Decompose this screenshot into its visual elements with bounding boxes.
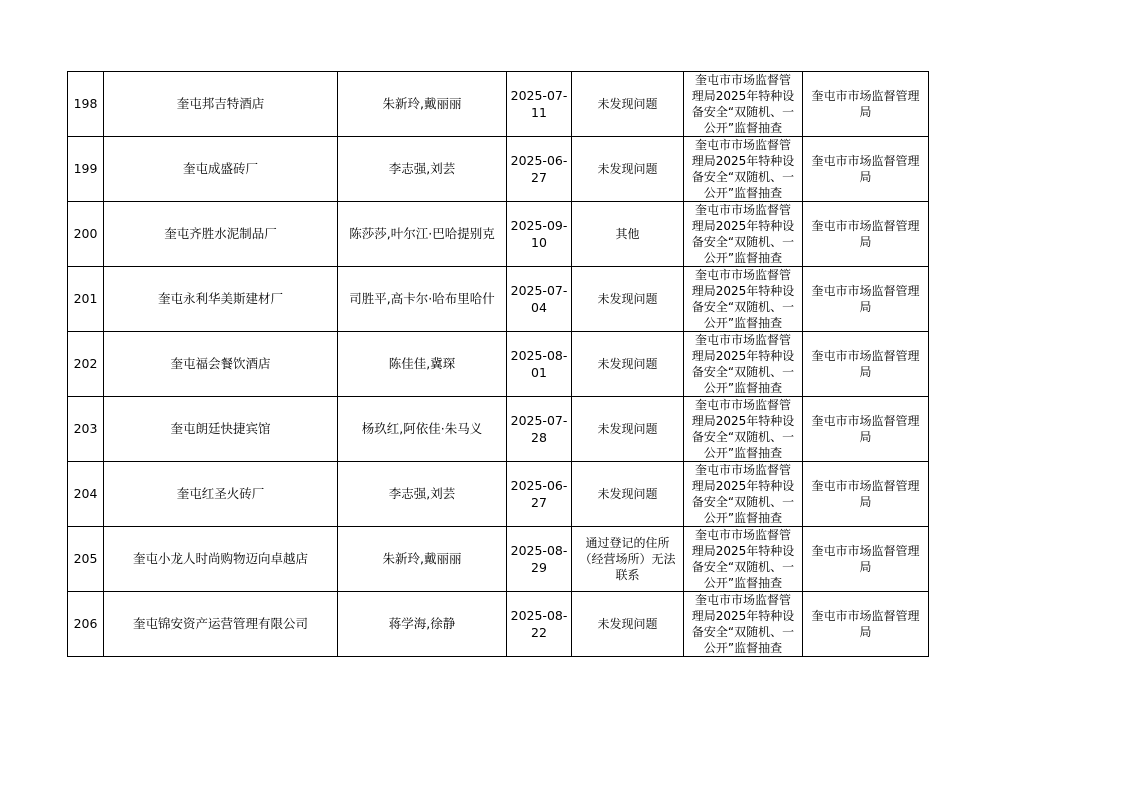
entity-name-cell: 奎屯朗廷快捷宾馆 — [104, 397, 338, 462]
row-number-cell: 205 — [68, 527, 104, 592]
inspection-task-cell — [684, 137, 803, 202]
task-line: 奎屯市市场监督管 — [694, 528, 791, 542]
inspection-date-cell — [507, 527, 572, 592]
task-line: 备安全“双随机、一 — [691, 625, 795, 639]
entity-name-cell: 奎屯红圣火砖厂 — [104, 462, 338, 527]
inspection-task-cell — [684, 592, 803, 657]
inspection-records-table — [67, 71, 929, 657]
inspection-task-cell — [684, 72, 803, 137]
date-line: 22 — [531, 625, 547, 640]
task-line: 公开”监督抽查 — [703, 641, 783, 655]
inspection-result-cell: 通过登记的住所（经营场所）无法联系 — [572, 527, 684, 592]
agency-line: 局 — [859, 235, 872, 249]
table-row — [68, 332, 929, 397]
agency-line: 局 — [859, 300, 872, 314]
table-row — [68, 527, 929, 592]
agency-line: 局 — [859, 430, 872, 444]
inspecting-agency-cell — [803, 462, 929, 527]
date-line: 28 — [531, 430, 547, 445]
inspecting-agency-cell — [803, 267, 929, 332]
inspection-result-cell: 未发现问题 — [572, 397, 684, 462]
agency-line: 奎屯市市场监督管理 — [811, 89, 920, 103]
task-line: 理局2025年特种设 — [691, 479, 795, 493]
entity-name-cell: 奎屯成盛砖厂 — [104, 137, 338, 202]
inspecting-agency-cell — [803, 72, 929, 137]
inspecting-agency-cell — [803, 137, 929, 202]
date-line: 29 — [531, 560, 547, 575]
inspection-task-cell — [684, 202, 803, 267]
task-line: 备安全“双随机、一 — [691, 560, 795, 574]
inspectors-cell: 陈莎莎,叶尔江·巴哈提别克 — [338, 202, 507, 267]
date-line: 04 — [531, 300, 547, 315]
task-line: 奎屯市市场监督管 — [694, 333, 791, 347]
inspection-result-cell: 未发现问题 — [572, 137, 684, 202]
inspection-date-cell — [507, 267, 572, 332]
agency-line: 奎屯市市场监督管理 — [811, 609, 920, 623]
date-line: 01 — [531, 365, 547, 380]
inspection-date-cell — [507, 72, 572, 137]
date-line: 2025-06- — [510, 478, 568, 493]
entity-name-cell: 奎屯小龙人时尚购物迈向卓越店 — [104, 527, 338, 592]
inspectors-cell: 杨玖红,阿依佳·朱马义 — [338, 397, 507, 462]
task-line: 奎屯市市场监督管 — [694, 398, 791, 412]
agency-line: 局 — [859, 560, 872, 574]
inspection-date-cell — [507, 202, 572, 267]
task-line: 公开”监督抽查 — [703, 511, 783, 525]
inspecting-agency-cell — [803, 592, 929, 657]
entity-name-cell: 奎屯齐胜水泥制品厂 — [104, 202, 338, 267]
agency-line: 奎屯市市场监督管理 — [811, 154, 920, 168]
inspectors-cell: 李志强,刘芸 — [338, 137, 507, 202]
task-line: 理局2025年特种设 — [691, 414, 795, 428]
inspection-result-cell: 未发现问题 — [572, 267, 684, 332]
task-line: 理局2025年特种设 — [691, 544, 795, 558]
date-line: 2025-07- — [510, 283, 568, 298]
task-line: 公开”监督抽查 — [703, 186, 783, 200]
inspecting-agency-cell — [803, 397, 929, 462]
entity-name-cell: 奎屯永利华美斯建材厂 — [104, 267, 338, 332]
row-number-cell: 199 — [68, 137, 104, 202]
inspection-task-cell — [684, 527, 803, 592]
table-row — [68, 592, 929, 657]
table-row — [68, 462, 929, 527]
inspection-task-cell — [684, 462, 803, 527]
inspection-date-cell — [507, 462, 572, 527]
task-line: 备安全“双随机、一 — [691, 235, 795, 249]
table-row — [68, 397, 929, 462]
task-line: 奎屯市市场监督管 — [694, 138, 791, 152]
date-line: 2025-07- — [510, 88, 568, 103]
table-row — [68, 267, 929, 332]
inspectors-cell: 朱新玲,戴丽丽 — [338, 527, 507, 592]
task-line: 理局2025年特种设 — [691, 284, 795, 298]
agency-line: 奎屯市市场监督管理 — [811, 284, 920, 298]
date-line: 10 — [531, 235, 547, 250]
task-line: 奎屯市市场监督管 — [694, 268, 791, 282]
inspectors-cell: 陈佳佳,冀琛 — [338, 332, 507, 397]
task-line: 备安全“双随机、一 — [691, 170, 795, 184]
task-line: 公开”监督抽查 — [703, 446, 783, 460]
inspection-result-cell: 未发现问题 — [572, 462, 684, 527]
task-line: 理局2025年特种设 — [691, 219, 795, 233]
task-line: 备安全“双随机、一 — [691, 430, 795, 444]
task-line: 公开”监督抽查 — [703, 381, 783, 395]
task-line: 公开”监督抽查 — [703, 576, 783, 590]
inspection-result-cell: 未发现问题 — [572, 592, 684, 657]
task-line: 奎屯市市场监督管 — [694, 463, 791, 477]
inspection-date-cell — [507, 332, 572, 397]
inspecting-agency-cell — [803, 527, 929, 592]
agency-line: 局 — [859, 495, 872, 509]
inspectors-cell: 蒋学海,徐静 — [338, 592, 507, 657]
inspectors-cell: 司胜平,高卡尔·哈布里哈什 — [338, 267, 507, 332]
inspection-result-cell: 未发现问题 — [572, 332, 684, 397]
task-line: 公开”监督抽查 — [703, 316, 783, 330]
date-line: 2025-06- — [510, 153, 568, 168]
date-line: 2025-08- — [510, 543, 568, 558]
agency-line: 局 — [859, 170, 872, 184]
agency-line: 奎屯市市场监督管理 — [811, 219, 920, 233]
inspecting-agency-cell — [803, 332, 929, 397]
date-line: 2025-09- — [510, 218, 568, 233]
inspection-task-cell — [684, 397, 803, 462]
date-line: 11 — [531, 105, 547, 120]
agency-line: 奎屯市市场监督管理 — [811, 349, 920, 363]
task-line: 公开”监督抽查 — [703, 251, 783, 265]
date-line: 27 — [531, 170, 547, 185]
row-number-cell: 198 — [68, 72, 104, 137]
inspectors-cell: 李志强,刘芸 — [338, 462, 507, 527]
inspection-task-cell — [684, 267, 803, 332]
task-line: 奎屯市市场监督管 — [694, 73, 791, 87]
row-number-cell: 203 — [68, 397, 104, 462]
table-row — [68, 137, 929, 202]
agency-line: 局 — [859, 105, 872, 119]
row-number-cell: 200 — [68, 202, 104, 267]
agency-line: 奎屯市市场监督管理 — [811, 544, 920, 558]
inspection-date-cell — [507, 592, 572, 657]
inspecting-agency-cell — [803, 202, 929, 267]
task-line: 理局2025年特种设 — [691, 349, 795, 363]
task-line: 备安全“双随机、一 — [691, 300, 795, 314]
agency-line: 局 — [859, 365, 872, 379]
inspection-date-cell — [507, 137, 572, 202]
entity-name-cell: 奎屯福会餐饮酒店 — [104, 332, 338, 397]
inspection-date-cell — [507, 397, 572, 462]
date-line: 27 — [531, 495, 547, 510]
task-line: 备安全“双随机、一 — [691, 495, 795, 509]
inspection-result-cell: 其他 — [572, 202, 684, 267]
agency-line: 奎屯市市场监督管理 — [811, 414, 920, 428]
agency-line: 奎屯市市场监督管理 — [811, 479, 920, 493]
row-number-cell: 204 — [68, 462, 104, 527]
agency-line: 局 — [859, 625, 872, 639]
row-number-cell: 201 — [68, 267, 104, 332]
task-line: 奎屯市市场监督管 — [694, 203, 791, 217]
table-body — [68, 72, 929, 657]
task-line: 理局2025年特种设 — [691, 89, 795, 103]
task-line: 公开”监督抽查 — [703, 121, 783, 135]
entity-name-cell: 奎屯锦安资产运营管理有限公司 — [104, 592, 338, 657]
inspectors-cell: 朱新玲,戴丽丽 — [338, 72, 507, 137]
date-line: 2025-08- — [510, 608, 568, 623]
task-line: 备安全“双随机、一 — [691, 105, 795, 119]
task-line: 理局2025年特种设 — [691, 154, 795, 168]
table-row — [68, 202, 929, 267]
inspection-task-cell — [684, 332, 803, 397]
inspection-result-cell: 未发现问题 — [572, 72, 684, 137]
date-line: 2025-08- — [510, 348, 568, 363]
task-line: 备安全“双随机、一 — [691, 365, 795, 379]
date-line: 2025-07- — [510, 413, 568, 428]
task-line: 理局2025年特种设 — [691, 609, 795, 623]
row-number-cell: 202 — [68, 332, 104, 397]
entity-name-cell: 奎屯邦吉特酒店 — [104, 72, 338, 137]
row-number-cell: 206 — [68, 592, 104, 657]
table-row — [68, 72, 929, 137]
task-line: 奎屯市市场监督管 — [694, 593, 791, 607]
